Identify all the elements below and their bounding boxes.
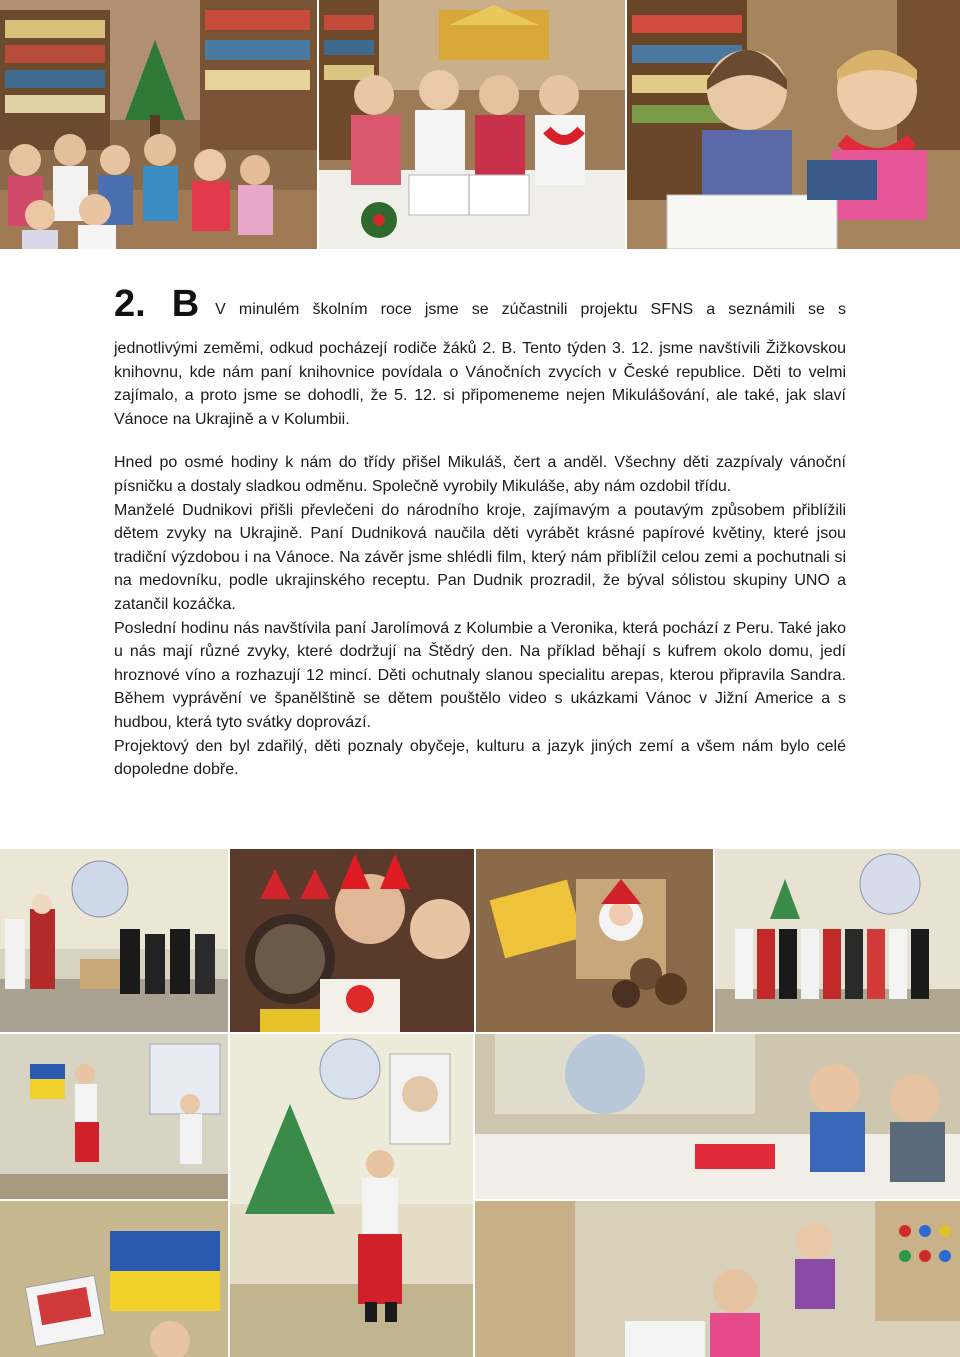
paragraph-conclusion: Projektový den byl zdařilý, děti poznaly obyčeje, kulturu a jazyk jiných zemí a všem nám bylo celé dopoledne dobře.: [114, 737, 846, 779]
girls-drawing-photo: [475, 1201, 960, 1357]
saint-nicholas-class-photo: [0, 849, 228, 1032]
intro-first-line: V minulém školním roce jsme se zúčastnili projektu SFNS a seznámili se s: [215, 301, 846, 319]
intro-paragraph: jednotlivými zeměmi, odkud pocházejí rodiče žáků 2. B. Tento týden 3. 12. jsme navštívili Žižkovskou knihovnu, kde nám paní knihovnice povídala o Vánočních zvycích v České republice. Děti to velmi zajímalo, a proto jsme se dohodli, že 5. 12. si připomeneme nejen Mikulášování, ale také, jak slaví Vánoce na Ukrajině a v Kolumbii.: [114, 340, 846, 428]
paragraph-ukraine: Manželé Dudnikovi přišli převlečeni do národního kroje, zajímavým a poutavým způsobem přiblížili dětem zvyky na Ukrajině. Paní Dudniková naučila děti vyrábět krásné papírové květiny, které jsou tradiční výzdobou i na Vánoce. Na závěr jsme shlédli film, který nám přiblížil celou zemi a pochutnali si na medovníku, podle ukrajinského receptu. Pan Dudnik prozradil, že býval sólistou skupiny UNO a zatančil kozáčka.: [114, 501, 846, 613]
article-text: [114, 283, 846, 782]
dancer-classroom-photo: [230, 1034, 473, 1357]
paragraph-colombia: Poslední hodinu nás navštívila paní Jarolímová z Kolumbie a Veronika, která pochází z Peru. Také jako u nás mají různé zvyky, které dodržují na Štědrý den. Na příklad běhají s kufrem okolo domu, jedí hroznové víno a rozhazují 12 mincí. Děti ochutnaly slanou specialitu arepas, kterou připravila Sandra. Během vyprávění ve španělštině se dětem pouštělo video s ukázkami Vánoc v Jižní Americe a s hudbou, která tyto svátky doprovází.: [114, 619, 846, 731]
paragraph-saint-nicholas: Hned po osmé hodiny k nám do třídy přišel Mikuláš, čert a anděl. Všechny děti zazpívaly vánoční písničku a dostaly sladkou odměnu. Společně vyrobily Mikuláše, aby nám ozdobil třídu.: [114, 454, 846, 495]
ukrainian-flag-table-photo: [0, 1201, 228, 1357]
devil-faces-photo: [230, 849, 474, 1032]
sweets-table-photo: [476, 849, 713, 1032]
class-number: 2.: [114, 283, 146, 325]
craft-boys-photo: [475, 1034, 960, 1199]
heading-line: [114, 283, 846, 325]
costumed-class-photo: [715, 849, 960, 1032]
ukrainian-costume-photo: [0, 1034, 228, 1199]
class-letter: B: [171, 283, 200, 325]
library-girl-photo: [627, 0, 960, 249]
library-group-photo: [0, 0, 317, 249]
library-reading-photo: [319, 0, 625, 249]
